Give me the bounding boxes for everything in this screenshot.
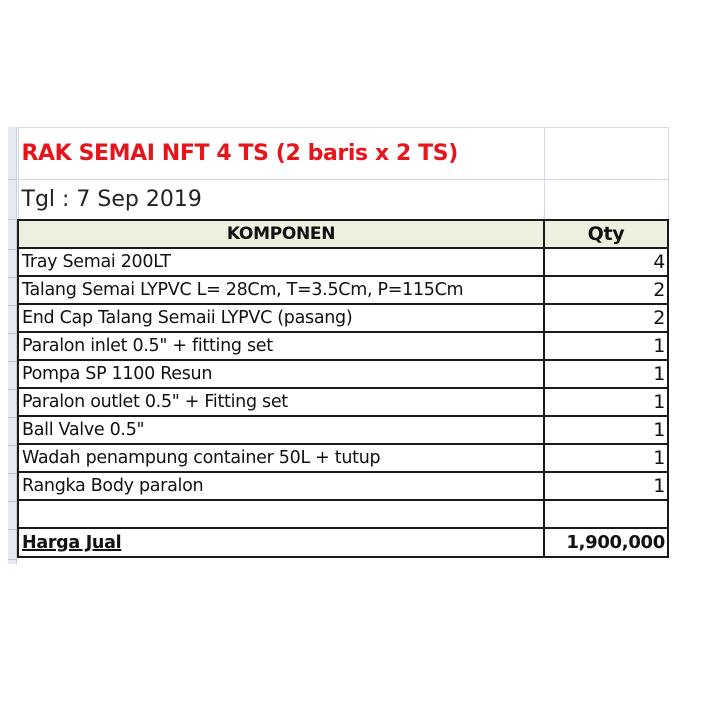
table-row: [18, 332, 668, 360]
item-name[interactable]: Paralon outlet 0.5" + Fitting set: [18, 388, 544, 416]
row-divider: [8, 473, 16, 474]
item-name[interactable]: Rangka Body paralon: [18, 472, 544, 500]
item-qty[interactable]: 2: [544, 304, 668, 332]
price-table: [17, 127, 669, 558]
total-row: [18, 528, 668, 557]
row-divider: [8, 305, 16, 306]
table-row: [18, 388, 668, 416]
table-row: [18, 416, 668, 444]
title-row: [18, 128, 668, 180]
row-divider: [8, 333, 16, 334]
table-row-empty: [18, 500, 668, 528]
row-divider: [8, 179, 16, 180]
table-row: [18, 444, 668, 472]
table-row: [18, 304, 668, 332]
item-name[interactable]: [18, 500, 544, 528]
item-qty[interactable]: 1: [544, 388, 668, 416]
item-name[interactable]: Wadah penampung container 50L + tutup: [18, 444, 544, 472]
row-divider: [8, 219, 16, 220]
empty-cell[interactable]: [544, 180, 668, 221]
item-qty[interactable]: 1: [544, 332, 668, 360]
table-row: [18, 248, 668, 276]
row-divider: [8, 559, 16, 560]
item-name[interactable]: Ball Valve 0.5": [18, 416, 544, 444]
item-name[interactable]: Paralon inlet 0.5" + fitting set: [18, 332, 544, 360]
empty-cell[interactable]: [544, 128, 668, 180]
item-qty[interactable]: 1: [544, 472, 668, 500]
column-header-component[interactable]: KOMPONEN: [18, 220, 544, 248]
item-name[interactable]: End Cap Talang Semaii LYPVC (pasang): [18, 304, 544, 332]
row-divider: [8, 501, 16, 502]
row-divider: [8, 249, 16, 250]
column-header-qty[interactable]: Qty: [544, 220, 668, 248]
table-row: [18, 276, 668, 304]
row-divider: [8, 417, 16, 418]
item-qty[interactable]: [544, 500, 668, 528]
header-row: [18, 220, 668, 248]
table-row: [18, 360, 668, 388]
item-name[interactable]: Talang Semai LYPVC L= 28Cm, T=3.5Cm, P=115Cm: [18, 276, 544, 304]
item-qty[interactable]: 1: [544, 360, 668, 388]
item-name[interactable]: Tray Semai 200LT: [18, 248, 544, 276]
sheet-date[interactable]: Tgl : 7 Sep 2019: [18, 180, 544, 221]
item-name[interactable]: Pompa SP 1100 Resun: [18, 360, 544, 388]
item-qty[interactable]: 2: [544, 276, 668, 304]
row-divider: [8, 277, 16, 278]
total-value[interactable]: 1,900,000: [544, 528, 668, 557]
table-row: [18, 472, 668, 500]
sheet-title[interactable]: RAK SEMAI NFT 4 TS (2 baris x 2 TS): [18, 128, 544, 180]
item-qty[interactable]: 1: [544, 416, 668, 444]
item-qty[interactable]: 4: [544, 248, 668, 276]
row-header-gutter[interactable]: [8, 127, 17, 564]
total-label[interactable]: Harga Jual: [18, 528, 544, 557]
item-qty[interactable]: 1: [544, 444, 668, 472]
row-divider: [8, 361, 16, 362]
row-divider: [8, 389, 16, 390]
row-divider: [8, 529, 16, 530]
date-row: [18, 180, 668, 221]
row-divider: [8, 445, 16, 446]
